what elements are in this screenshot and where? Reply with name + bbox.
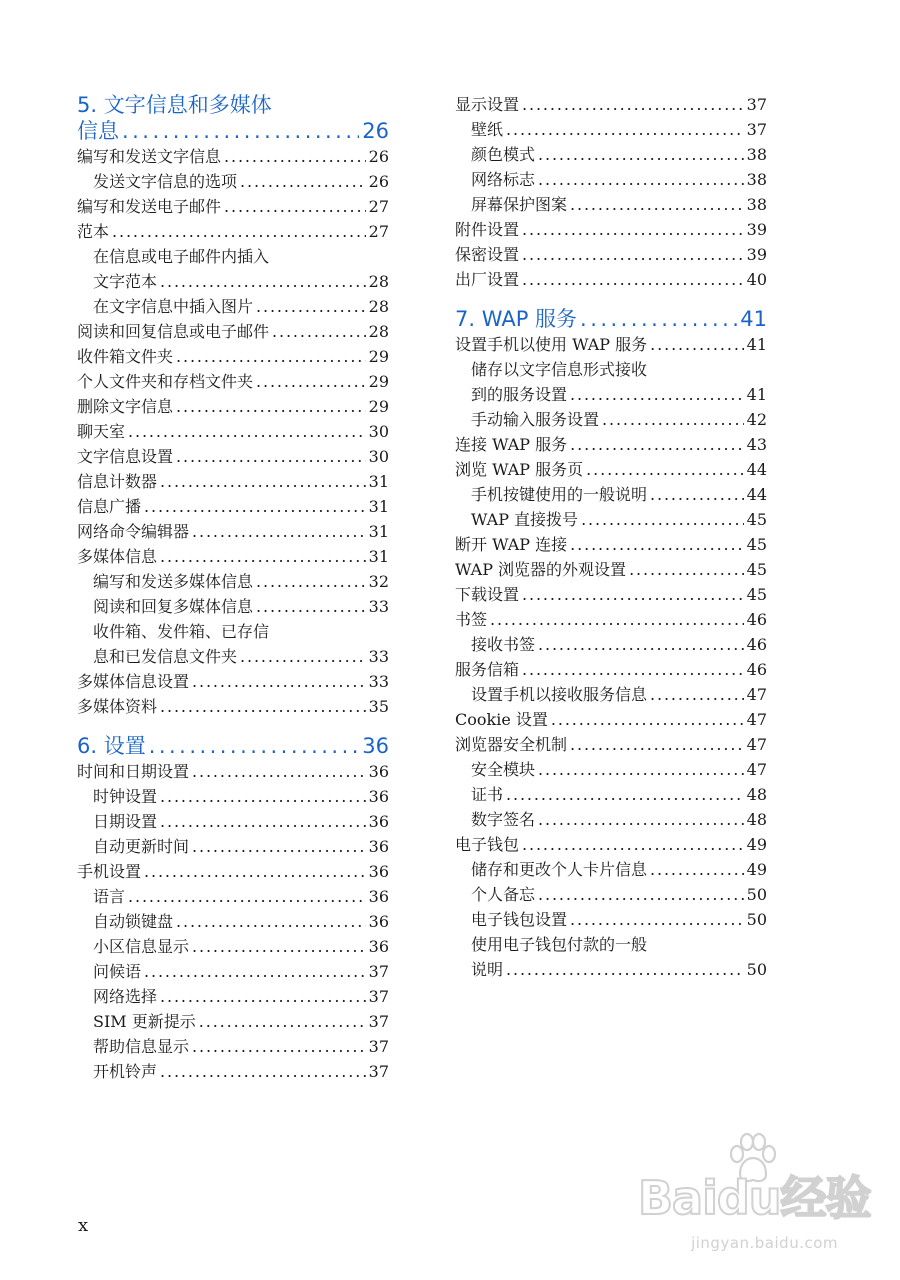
toc-entry[interactable] bbox=[77, 544, 389, 569]
toc-entry[interactable] bbox=[77, 809, 389, 834]
dot-leader bbox=[581, 507, 744, 532]
dot-leader bbox=[650, 332, 743, 357]
entry-title: Cookie 设置 bbox=[455, 710, 548, 729]
entry-title: 设置手机以使用 WAP 服务 bbox=[455, 335, 648, 354]
section-page-number: 26 bbox=[362, 119, 389, 143]
toc-entry[interactable] bbox=[455, 557, 767, 582]
entry-title: 颜色模式 bbox=[471, 145, 536, 164]
entry-title: 连接 WAP 服务 bbox=[455, 435, 568, 454]
dot-leader bbox=[629, 557, 744, 582]
toc-section-heading[interactable] bbox=[77, 92, 389, 144]
dot-leader bbox=[522, 582, 744, 607]
toc-entry[interactable] bbox=[77, 569, 389, 594]
toc-entry[interactable] bbox=[455, 242, 767, 267]
dot-leader bbox=[538, 757, 744, 782]
toc-entry[interactable] bbox=[77, 469, 389, 494]
entry-title: 证书 bbox=[471, 785, 504, 804]
dot-leader bbox=[522, 92, 744, 117]
entry-page-number: 33 bbox=[368, 647, 389, 666]
entry-title: 语言 bbox=[93, 887, 126, 906]
dot-leader bbox=[128, 884, 366, 909]
dot-leader bbox=[256, 369, 366, 394]
dot-leader bbox=[144, 494, 366, 519]
toc-entry[interactable] bbox=[77, 1059, 389, 1084]
section-title: 6. 设置 bbox=[77, 734, 146, 758]
entry-title: 浏览器安全机制 bbox=[455, 735, 568, 754]
dot-leader bbox=[128, 419, 366, 444]
toc-entry[interactable] bbox=[77, 319, 389, 344]
entry-page-number: 47 bbox=[746, 735, 767, 754]
dot-leader bbox=[176, 909, 366, 934]
entry-title: 手机设置 bbox=[77, 862, 142, 881]
toc-entry[interactable] bbox=[455, 92, 767, 117]
toc-right-column bbox=[455, 92, 767, 982]
entry-title: 网络命令编辑器 bbox=[77, 522, 190, 541]
dot-leader bbox=[160, 544, 366, 569]
dot-leader bbox=[538, 142, 744, 167]
dot-leader bbox=[144, 859, 366, 884]
dot-leader bbox=[240, 169, 366, 194]
entry-page-number: 44 bbox=[746, 485, 767, 504]
entry-title: 信息广播 bbox=[77, 497, 142, 516]
entry-page-number: 28 bbox=[368, 322, 389, 341]
entry-page-number: 45 bbox=[746, 585, 767, 604]
entry-page-number: 39 bbox=[746, 245, 767, 264]
entry-title: 手机按键使用的一般说明 bbox=[471, 485, 648, 504]
dot-leader bbox=[199, 1009, 366, 1034]
entry-title: 网络标志 bbox=[471, 170, 536, 189]
toc-section-heading[interactable] bbox=[77, 733, 389, 759]
entry-page-number: 36 bbox=[368, 762, 389, 781]
entry-page-number: 47 bbox=[746, 685, 767, 704]
toc-entry[interactable] bbox=[455, 832, 767, 857]
entry-page-number: 38 bbox=[746, 145, 767, 164]
dot-leader bbox=[506, 117, 744, 142]
entry-page-number: 37 bbox=[368, 962, 389, 981]
entry-page-number: 37 bbox=[746, 95, 767, 114]
entry-page-number: 48 bbox=[746, 785, 767, 804]
entry-page-number: 29 bbox=[368, 347, 389, 366]
toc-entry[interactable] bbox=[455, 807, 767, 832]
entry-page-number: 31 bbox=[368, 522, 389, 541]
dot-leader bbox=[176, 394, 366, 419]
entry-page-number: 37 bbox=[368, 1062, 389, 1081]
entry-page-number: 50 bbox=[746, 960, 767, 979]
entry-page-number: 46 bbox=[746, 610, 767, 629]
entry-title: 设置手机以接收服务信息 bbox=[471, 685, 648, 704]
entry-page-number: 37 bbox=[368, 987, 389, 1006]
toc-entry[interactable] bbox=[455, 657, 767, 682]
entry-page-number: 47 bbox=[746, 710, 767, 729]
dot-leader bbox=[538, 882, 744, 907]
entry-page-number: 36 bbox=[368, 812, 389, 831]
entry-title: WAP 浏览器的外观设置 bbox=[455, 560, 627, 579]
toc-entry[interactable] bbox=[77, 619, 389, 669]
dot-leader bbox=[160, 984, 366, 1009]
entry-title: 编写和发送电子邮件 bbox=[77, 197, 222, 216]
toc-entry[interactable] bbox=[455, 607, 767, 632]
entry-page-number: 29 bbox=[368, 397, 389, 416]
dot-leader bbox=[176, 444, 366, 469]
toc-entry[interactable] bbox=[77, 834, 389, 859]
dot-leader bbox=[192, 519, 366, 544]
toc-entry[interactable] bbox=[455, 707, 767, 732]
entry-title: SIM 更新提示 bbox=[93, 1012, 196, 1031]
entry-title: 浏览 WAP 服务页 bbox=[455, 460, 584, 479]
entry-title: 多媒体资料 bbox=[77, 697, 158, 716]
dot-leader bbox=[160, 469, 366, 494]
entry-title: 编写和发送文字信息 bbox=[77, 147, 222, 166]
entry-page-number: 38 bbox=[746, 170, 767, 189]
toc-entry[interactable] bbox=[455, 482, 767, 507]
section-title: 7. WAP 服务 bbox=[455, 307, 578, 331]
entry-title: 在文字信息中插入图片 bbox=[93, 297, 254, 316]
entry-title: 文字范本 bbox=[93, 272, 158, 291]
entry-title: 时间和日期设置 bbox=[77, 762, 190, 781]
entry-page-number: 31 bbox=[368, 497, 389, 516]
dot-leader bbox=[570, 907, 744, 932]
toc-entry[interactable] bbox=[455, 682, 767, 707]
toc-entry[interactable] bbox=[77, 444, 389, 469]
section-title-line: 5. 文字信息和多媒体 bbox=[77, 93, 272, 117]
toc-entry[interactable] bbox=[77, 934, 389, 959]
entry-page-number: 31 bbox=[368, 472, 389, 491]
section-page-number: 36 bbox=[362, 734, 389, 758]
watermark-logo-text: Baidu经验 bbox=[638, 1171, 871, 1225]
dot-leader bbox=[240, 644, 366, 669]
toc-entry[interactable] bbox=[455, 167, 767, 192]
dot-leader bbox=[192, 934, 366, 959]
entry-page-number: 26 bbox=[368, 172, 389, 191]
dot-leader bbox=[160, 784, 366, 809]
entry-page-number: 26 bbox=[368, 147, 389, 166]
toc-entry[interactable] bbox=[455, 217, 767, 242]
entry-title: 断开 WAP 连接 bbox=[455, 535, 568, 554]
toc-entry[interactable] bbox=[77, 519, 389, 544]
toc-entry[interactable] bbox=[455, 192, 767, 217]
entry-title: WAP 直接拨号 bbox=[471, 510, 579, 529]
toc-entry[interactable] bbox=[77, 959, 389, 984]
entry-title-line: 储存以文字信息形式接收 bbox=[471, 360, 648, 379]
dot-leader bbox=[570, 432, 743, 457]
toc-entry[interactable] bbox=[77, 759, 389, 784]
dot-leader bbox=[192, 759, 366, 784]
dot-leader bbox=[586, 457, 743, 482]
entry-page-number: 50 bbox=[746, 885, 767, 904]
toc-left-column bbox=[77, 92, 389, 1084]
dot-leader bbox=[650, 857, 744, 882]
entry-title: 接收书签 bbox=[471, 635, 536, 654]
entry-page-number: 36 bbox=[368, 912, 389, 931]
entry-title: 下载设置 bbox=[455, 585, 520, 604]
entry-page-number: 37 bbox=[368, 1037, 389, 1056]
entry-page-number: 38 bbox=[746, 195, 767, 214]
dot-leader bbox=[490, 607, 744, 632]
toc-entry[interactable] bbox=[455, 782, 767, 807]
entry-page-number: 28 bbox=[368, 297, 389, 316]
entry-page-number: 27 bbox=[368, 222, 389, 241]
entry-page-number: 41 bbox=[746, 385, 767, 404]
entry-title: 多媒体信息 bbox=[77, 547, 158, 566]
entry-page-number: 37 bbox=[368, 1012, 389, 1031]
toc-entry[interactable] bbox=[455, 857, 767, 882]
entry-title: 显示设置 bbox=[455, 95, 520, 114]
entry-title: 问候语 bbox=[93, 962, 142, 981]
toc-entry[interactable] bbox=[77, 494, 389, 519]
toc-entry[interactable] bbox=[455, 267, 767, 292]
dot-leader bbox=[149, 733, 360, 759]
toc-entry[interactable] bbox=[455, 357, 767, 407]
dot-leader bbox=[570, 532, 743, 557]
entry-page-number: 49 bbox=[746, 860, 767, 879]
page-folio: x bbox=[78, 1215, 89, 1236]
toc-entry[interactable] bbox=[455, 432, 767, 457]
entry-title: 帮助信息显示 bbox=[93, 1037, 190, 1056]
dot-leader bbox=[580, 306, 737, 332]
entry-title: 息和已发信息文件夹 bbox=[93, 647, 238, 666]
dot-leader bbox=[650, 482, 744, 507]
entry-page-number: 28 bbox=[368, 272, 389, 291]
dot-leader bbox=[538, 807, 744, 832]
dot-leader bbox=[112, 219, 366, 244]
toc-entry[interactable] bbox=[77, 909, 389, 934]
entry-title: 聊天室 bbox=[77, 422, 126, 441]
dot-leader bbox=[224, 194, 366, 219]
entry-title: 数字签名 bbox=[471, 810, 536, 829]
toc-entry[interactable] bbox=[455, 532, 767, 557]
entry-title: 自动锁键盘 bbox=[93, 912, 174, 931]
entry-title: 文字信息设置 bbox=[77, 447, 174, 466]
entry-page-number: 46 bbox=[746, 635, 767, 654]
toc-entry[interactable] bbox=[455, 907, 767, 932]
entry-page-number: 33 bbox=[368, 672, 389, 691]
entry-page-number: 33 bbox=[368, 597, 389, 616]
entry-title: 日期设置 bbox=[93, 812, 158, 831]
toc-entry[interactable] bbox=[77, 244, 389, 294]
toc-entry[interactable] bbox=[77, 219, 389, 244]
entry-title: 阅读和回复多媒体信息 bbox=[93, 597, 254, 616]
toc-entry[interactable] bbox=[455, 882, 767, 907]
entry-title: 安全模块 bbox=[471, 760, 536, 779]
entry-page-number: 40 bbox=[746, 270, 767, 289]
dot-leader bbox=[538, 167, 744, 192]
dot-leader bbox=[551, 707, 744, 732]
dot-leader bbox=[272, 319, 366, 344]
dot-leader bbox=[192, 1034, 366, 1059]
entry-page-number: 37 bbox=[746, 120, 767, 139]
entry-title: 屏幕保护图案 bbox=[471, 195, 568, 214]
toc-entry[interactable] bbox=[455, 457, 767, 482]
dot-leader bbox=[160, 809, 366, 834]
entry-title: 出厂设置 bbox=[455, 270, 520, 289]
entry-title: 附件设置 bbox=[455, 220, 520, 239]
entry-page-number: 36 bbox=[368, 837, 389, 856]
dot-leader bbox=[176, 344, 366, 369]
toc-entry[interactable] bbox=[77, 194, 389, 219]
entry-title: 收件箱文件夹 bbox=[77, 347, 174, 366]
entry-page-number: 43 bbox=[746, 435, 767, 454]
entry-title: 时钟设置 bbox=[93, 787, 158, 806]
baidu-jingyan-watermark bbox=[638, 1132, 871, 1252]
toc-entry[interactable] bbox=[455, 582, 767, 607]
entry-title: 个人文件夹和存档文件夹 bbox=[77, 372, 254, 391]
dot-leader bbox=[570, 192, 744, 217]
entry-title: 发送文字信息的选项 bbox=[93, 172, 238, 191]
entry-title: 多媒体信息设置 bbox=[77, 672, 190, 691]
dot-leader bbox=[522, 217, 744, 242]
toc-entry[interactable] bbox=[77, 984, 389, 1009]
entry-title: 删除文字信息 bbox=[77, 397, 174, 416]
dot-leader bbox=[522, 242, 744, 267]
dot-leader bbox=[144, 959, 366, 984]
entry-page-number: 27 bbox=[368, 197, 389, 216]
entry-title-line: 使用电子钱包付款的一般 bbox=[471, 935, 648, 954]
toc-entry[interactable] bbox=[77, 169, 389, 194]
entry-page-number: 30 bbox=[368, 447, 389, 466]
toc-entry[interactable] bbox=[455, 407, 767, 432]
dot-leader bbox=[522, 832, 744, 857]
entry-page-number: 46 bbox=[746, 660, 767, 679]
dot-leader bbox=[122, 118, 359, 144]
toc-entry[interactable] bbox=[455, 732, 767, 757]
toc-entry[interactable] bbox=[455, 142, 767, 167]
entry-title: 电子钱包设置 bbox=[471, 910, 568, 929]
entry-page-number: 50 bbox=[746, 910, 767, 929]
dot-leader bbox=[192, 669, 366, 694]
toc-entry[interactable] bbox=[455, 117, 767, 142]
dot-leader bbox=[522, 267, 744, 292]
toc-entry[interactable] bbox=[77, 294, 389, 319]
entry-page-number: 45 bbox=[746, 560, 767, 579]
dot-leader bbox=[506, 782, 744, 807]
watermark-url: jingyan.baidu.com bbox=[691, 1234, 838, 1252]
entry-title: 编写和发送多媒体信息 bbox=[93, 572, 254, 591]
toc-section-heading[interactable] bbox=[455, 306, 767, 332]
entry-page-number: 47 bbox=[746, 760, 767, 779]
toc-entry[interactable] bbox=[455, 332, 767, 357]
entry-title-line: 收件箱、发件箱、已存信 bbox=[93, 622, 270, 641]
toc-entry[interactable] bbox=[455, 507, 767, 532]
toc-entry[interactable] bbox=[455, 757, 767, 782]
toc-entry[interactable] bbox=[77, 419, 389, 444]
entry-title: 储存和更改个人卡片信息 bbox=[471, 860, 648, 879]
entry-title: 小区信息显示 bbox=[93, 937, 190, 956]
entry-page-number: 36 bbox=[368, 937, 389, 956]
section-page-number: 41 bbox=[740, 307, 767, 331]
entry-page-number: 45 bbox=[746, 510, 767, 529]
entry-page-number: 49 bbox=[746, 835, 767, 854]
dot-leader bbox=[538, 632, 744, 657]
toc-entry[interactable] bbox=[455, 632, 767, 657]
dot-leader bbox=[224, 144, 366, 169]
toc-entry[interactable] bbox=[77, 594, 389, 619]
section-title: 信息 bbox=[77, 119, 119, 143]
entry-page-number: 36 bbox=[368, 862, 389, 881]
dot-leader bbox=[650, 682, 744, 707]
toc-entry[interactable] bbox=[77, 144, 389, 169]
entry-page-number: 42 bbox=[746, 410, 767, 429]
toc-entry[interactable] bbox=[77, 394, 389, 419]
entry-title: 开机铃声 bbox=[93, 1062, 158, 1081]
entry-title-line: 在信息或电子邮件内插入 bbox=[93, 247, 270, 266]
entry-title: 范本 bbox=[77, 222, 110, 241]
entry-page-number: 32 bbox=[368, 572, 389, 591]
entry-page-number: 48 bbox=[746, 810, 767, 829]
dot-leader bbox=[160, 694, 366, 719]
toc-entry[interactable] bbox=[77, 369, 389, 394]
entry-title: 阅读和回复信息或电子邮件 bbox=[77, 322, 270, 341]
entry-page-number: 31 bbox=[368, 547, 389, 566]
toc-entry[interactable] bbox=[77, 859, 389, 884]
toc-entry[interactable] bbox=[77, 694, 389, 719]
dot-leader bbox=[256, 594, 366, 619]
dot-leader bbox=[160, 1059, 366, 1084]
toc-entry[interactable] bbox=[455, 932, 767, 982]
entry-page-number: 30 bbox=[368, 422, 389, 441]
toc-entry[interactable] bbox=[77, 1034, 389, 1059]
dot-leader bbox=[192, 834, 366, 859]
entry-page-number: 36 bbox=[368, 887, 389, 906]
dot-leader bbox=[570, 732, 744, 757]
toc-entry[interactable] bbox=[77, 784, 389, 809]
entry-page-number: 29 bbox=[368, 372, 389, 391]
entry-title: 信息计数器 bbox=[77, 472, 158, 491]
dot-leader bbox=[506, 957, 744, 982]
entry-title: 书签 bbox=[455, 610, 488, 629]
entry-title: 个人备忘 bbox=[471, 885, 536, 904]
toc-entry[interactable] bbox=[77, 1009, 389, 1034]
entry-page-number: 39 bbox=[746, 220, 767, 239]
entry-title: 到的服务设置 bbox=[471, 385, 568, 404]
entry-title: 壁纸 bbox=[471, 120, 504, 139]
entry-title: 手动输入服务设置 bbox=[471, 410, 600, 429]
dot-leader bbox=[256, 569, 366, 594]
entry-title: 服务信箱 bbox=[455, 660, 520, 679]
toc-entry[interactable] bbox=[77, 884, 389, 909]
dot-leader bbox=[570, 382, 744, 407]
entry-page-number: 36 bbox=[368, 787, 389, 806]
entry-title: 自动更新时间 bbox=[93, 837, 190, 856]
entry-page-number: 44 bbox=[746, 460, 767, 479]
entry-title: 网络选择 bbox=[93, 987, 158, 1006]
entry-title: 保密设置 bbox=[455, 245, 520, 264]
toc-entry[interactable] bbox=[77, 669, 389, 694]
dot-leader bbox=[160, 269, 366, 294]
entry-title: 说明 bbox=[471, 960, 504, 979]
toc-entry[interactable] bbox=[77, 344, 389, 369]
entry-title: 电子钱包 bbox=[455, 835, 520, 854]
dot-leader bbox=[256, 294, 366, 319]
dot-leader bbox=[522, 657, 744, 682]
entry-page-number: 35 bbox=[368, 697, 389, 716]
entry-page-number: 41 bbox=[746, 335, 767, 354]
entry-page-number: 45 bbox=[746, 535, 767, 554]
dot-leader bbox=[602, 407, 744, 432]
